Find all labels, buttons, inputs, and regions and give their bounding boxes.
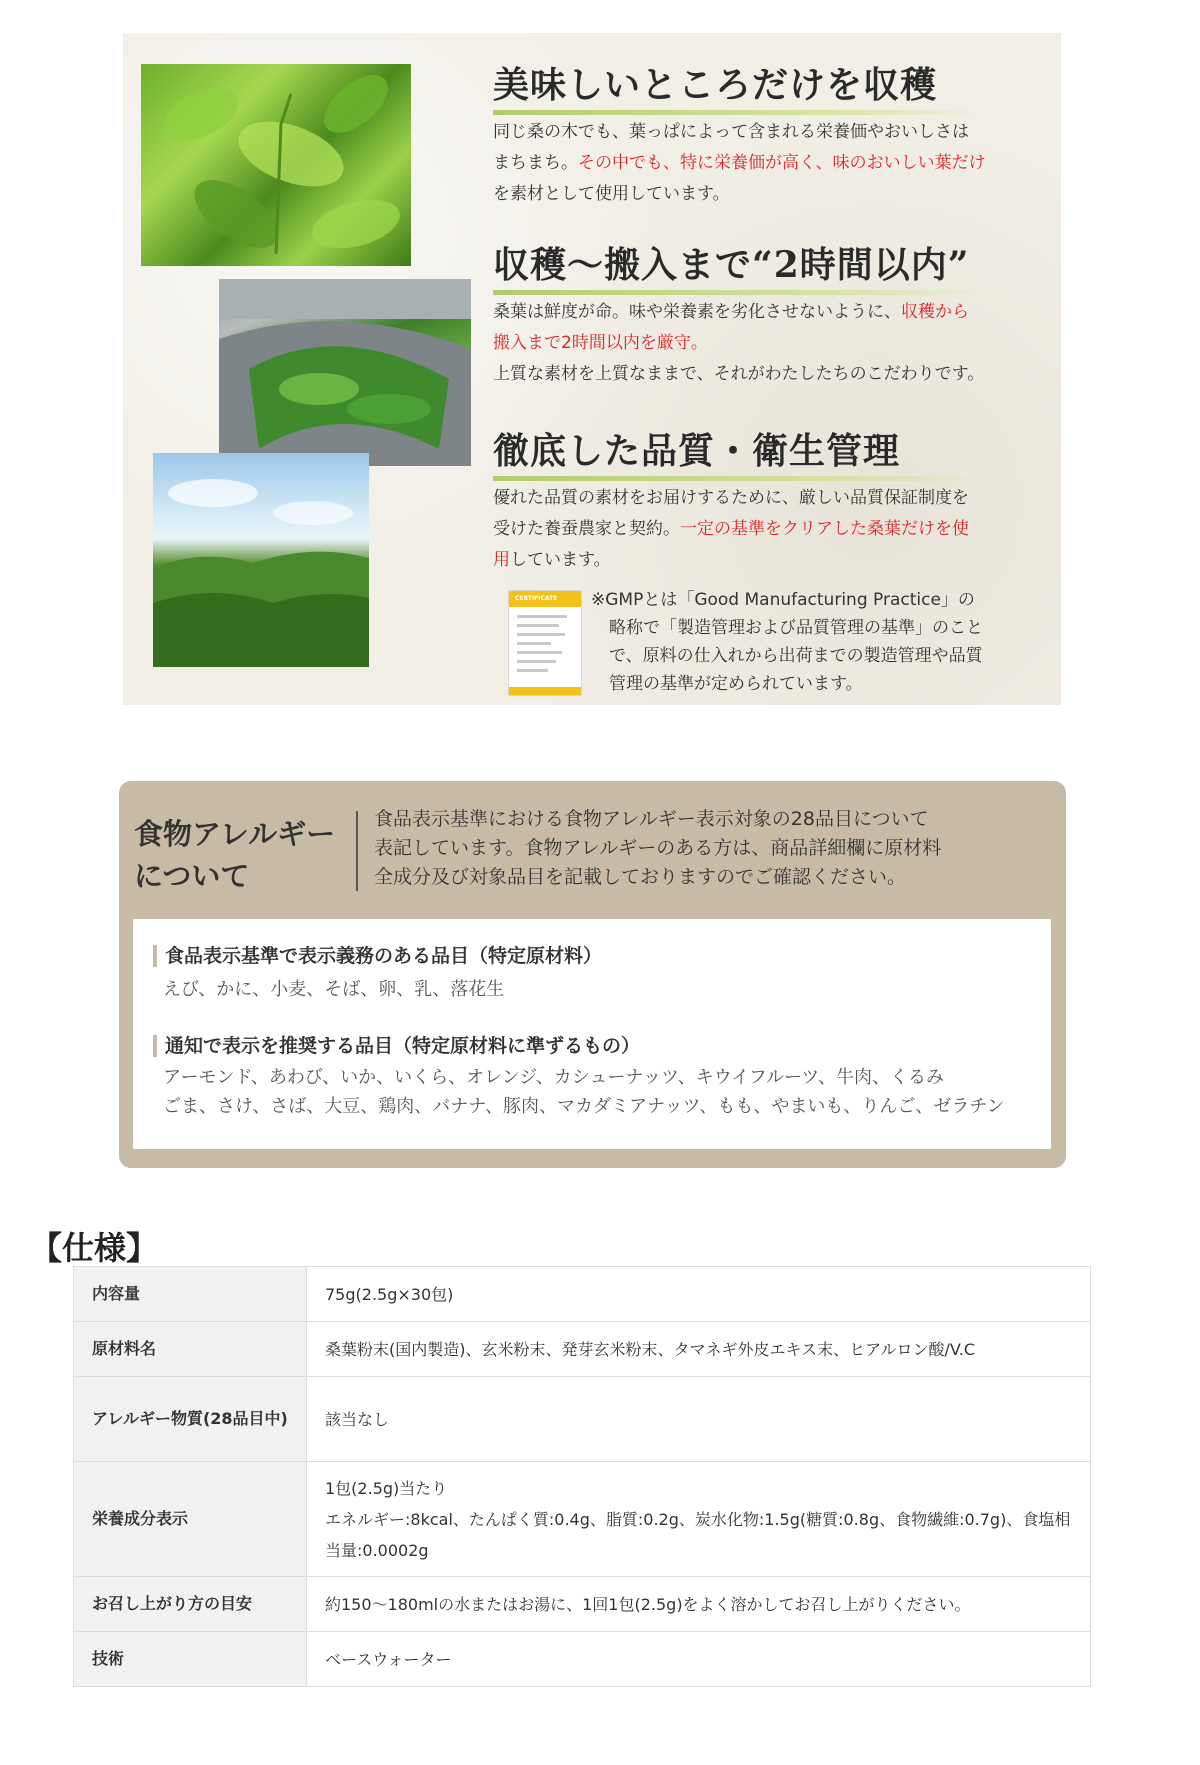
recommended-items-list: アーモンド、あわび、いか、いくら、オレンジ、カシューナッツ、キウイフルーツ、牛肉、くるみ ごま、さけ、さば、大豆、鶏肉、バナナ、豚肉、マカダミアナッツ、もも、やまいも、りんご、ゼラチン	[163, 1067, 1005, 1117]
gmp-note: ※GMPとは「Good Manufacturing Practice」の 略称で「製造管理および品質管理の基準」のこと で、原料の仕入れから出荷までの製造管理や品質 管理の基準が定められています。	[591, 590, 983, 694]
spec-label: 技術	[74, 1632, 307, 1687]
allergy-description: 食品表示基準における食物アレルギー表示対象の28品目について 表記しています。食物アレルギーのある方は、商品詳細欄に原材料 全成分及び対象品目を記載しておりますのでご確認ください。	[374, 808, 942, 888]
heading-underline	[493, 476, 983, 481]
spec-label: 内容量	[74, 1267, 307, 1322]
heading-underline	[493, 110, 983, 115]
certificate-text-lines	[517, 615, 573, 678]
allergy-divider	[356, 811, 358, 891]
mandatory-items-list: えび、かに、小麦、そば、卵、乳、落花生	[163, 979, 505, 1000]
feature-heading-two-hours: 収穫～搬入まで“2時間以内”	[493, 244, 970, 286]
feature-body-quality-control	[493, 483, 1053, 576]
body-line: 用しています。	[493, 550, 611, 570]
body-line: 搬入まで2時間以内を厳守。	[493, 333, 708, 353]
harvest-machine-photo	[219, 279, 471, 466]
mandatory-items-heading: 食品表示基準で表示義務のある品目（特定原材料）	[153, 945, 602, 967]
mulberry-field-photo	[153, 453, 369, 667]
table-row	[74, 1577, 1091, 1632]
spec-value: 1包(2.5g)当たり エネルギー:8kcal、たんぱく質:0.4g、脂質:0.2g、炭水化物:1.5g(糖質:0.8g、食物繊維:0.7g)、食塩相当量:0.0002g	[307, 1462, 1091, 1577]
table-row	[74, 1267, 1091, 1322]
table-row	[74, 1377, 1091, 1462]
spec-value: 該当なし	[307, 1377, 1091, 1462]
feature-body-harvest-best	[493, 117, 1053, 210]
body-line: 桑葉は鮮度が命。味や栄養素を劣化させないように、収穫から	[493, 302, 969, 322]
feature-heading-quality-control: 徹底した品質・衛生管理	[493, 430, 901, 472]
spec-value: 約150～180mlの水またはお湯に、1回1包(2.5g)をよく溶かしてお召し上がりください。	[307, 1577, 1091, 1632]
heading-underline	[493, 290, 983, 295]
spec-label: 栄養成分表示	[74, 1462, 307, 1577]
spec-label: お召し上がり方の目安	[74, 1577, 307, 1632]
spec-value: ベースウォーター	[307, 1632, 1091, 1687]
gmp-certificate-image	[508, 590, 582, 696]
spec-label: アレルギー物質(28品目中)	[74, 1377, 307, 1462]
feature-body-two-hours	[493, 297, 1053, 390]
mulberry-leaves-photo	[141, 64, 411, 266]
allergy-title: 食物アレルギー について	[134, 817, 336, 893]
body-line: 優れた品質の素材をお届けするために、厳しい品質保証制度を	[493, 488, 969, 508]
spec-label: 原材料名	[74, 1322, 307, 1377]
recommended-items-heading: 通知で表示を推奨する品目（特定原材料に準ずるもの）	[153, 1035, 640, 1057]
table-row	[74, 1462, 1091, 1577]
feature-panel	[123, 33, 1061, 705]
spec-value: 75g(2.5g×30包)	[307, 1267, 1091, 1322]
table-row	[74, 1322, 1091, 1377]
allergy-panel	[119, 781, 1066, 1168]
feature-heading-harvest-best: 美味しいところだけを収穫	[493, 64, 938, 106]
spec-table	[73, 1266, 1091, 1687]
certificate-footer-band	[509, 687, 581, 695]
allergy-list-box	[133, 919, 1051, 1149]
body-line: を素材として使用しています。	[493, 184, 730, 204]
spec-value: 桑葉粉末(国内製造)、玄米粉末、発芽玄米粉末、タマネギ外皮エキス末、ヒアルロン酸/V.C	[307, 1322, 1091, 1377]
body-line: 上質な素材を上質なままで、それがわたしたちのこだわりです。	[493, 364, 985, 384]
body-line: 受けた養蚕農家と契約。一定の基準をクリアした桑葉だけを使	[493, 519, 969, 539]
table-row	[74, 1632, 1091, 1687]
spec-title: 【仕様】	[30, 1229, 159, 1267]
body-line: 同じ桑の木でも、葉っぱによって含まれる栄養価やおいしさは	[493, 122, 969, 142]
body-line: まちまち。その中でも、特に栄養価が高く、味のおいしい葉だけ	[493, 153, 986, 173]
certificate-header-band: CERTIFICATE	[509, 591, 581, 607]
